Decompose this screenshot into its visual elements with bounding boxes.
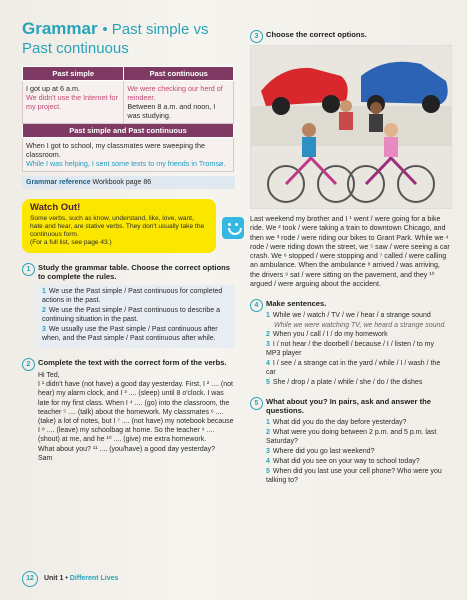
exercise-title: Study the grammar table. Choose the correct options to complete the rules. xyxy=(38,263,230,281)
grammar-title-topic: • Past simple vs Past continuous xyxy=(22,21,209,57)
left-column xyxy=(22,20,234,463)
exercise-number: 2 xyxy=(22,358,35,371)
exercise-5-items xyxy=(266,418,450,485)
letter-question: What about you? ¹¹ .... (you/have) a good day yesterday? xyxy=(38,445,216,453)
cell-combined xyxy=(23,138,234,172)
section-heading: Past simple and Past continuous xyxy=(23,124,234,138)
right-column xyxy=(250,30,450,486)
letter-text xyxy=(38,371,234,463)
pc-example-2: Between 8 a.m. and noon, I was studying. xyxy=(127,102,216,120)
list-item: 3 Where did you go last weekend? xyxy=(266,448,375,456)
exercise-3 xyxy=(250,30,450,39)
letter-greeting: Hi Ted, xyxy=(38,372,60,379)
ps-example-2: We didn't use the Internet for my project. xyxy=(26,93,118,111)
ref-label: Grammar reference xyxy=(26,179,91,186)
exercise-title: What about you? In pairs, ask and answer the questions. xyxy=(266,397,431,416)
letter-body: I ¹ didn't have (not have) a good day yesterday. First, I ² .... (not hear) my alarm clock, and I ³ .... (sleep) until 8 o'clock. I was late for my first class. When I ⁴ .... (go) into the classroom, the teacher ⁵ .... (talk) about the homework. My classmates ⁶ .... (take) a lot of notes, but I ⁷ .... (not have) my notebook because I ⁸ .... (leave) my schoolbag at home. So the teacher ⁹ .... (shout) at me, and he ¹⁰ .... (give) me extra homework. xyxy=(38,381,234,444)
grammar-reference xyxy=(22,176,235,189)
car-crash-illustration xyxy=(251,46,451,208)
page-footer xyxy=(22,571,118,587)
list-item: 2 When you / call / I / do my homework xyxy=(266,331,388,339)
combo-example-2: While I was helping, I sent some texts to my friends in Tromsø. xyxy=(26,159,226,168)
watch-out-box xyxy=(22,199,216,253)
ref-page: Workbook page 86 xyxy=(92,179,152,186)
exercise-title: Complete the text with the correct form of the verbs. xyxy=(38,358,227,367)
col-past-simple: Past simple xyxy=(23,67,124,81)
exercise-5 xyxy=(250,397,450,485)
grammar-title-bold: Grammar xyxy=(22,19,98,38)
rule-item: 1 We use the Past simple / Past continuous for completed actions in the past. xyxy=(42,288,223,304)
exercise-number: 3 xyxy=(250,30,263,43)
watch-out-note: (For a full list, see page 43.) xyxy=(30,239,112,246)
exercise-number: 4 xyxy=(250,299,263,312)
exercise-number: 1 xyxy=(22,263,35,276)
exercise-title: Choose the correct options. xyxy=(266,30,367,39)
rule-item: 3 We usually use the Past simple / Past continuous after when, and the Past simple / Past continuous after while. xyxy=(42,326,218,342)
unit-label: Unit 1 • Different Lives xyxy=(43,575,119,582)
combo-example-1: When I got to school, my classmates were sweeping the classroom. xyxy=(26,141,205,159)
list-item: 4 What did you see on your way to school today? xyxy=(266,458,420,466)
exercise-number: 5 xyxy=(250,397,263,410)
list-item: 5 When did you last use your cell phone? Who were you talking to? xyxy=(266,468,442,485)
watch-out-text: Some verbs, such as know, understand, like, love, want, hate and hear, are stative verbs. They don't usually take the continuous form. xyxy=(30,215,205,238)
cell-past-simple xyxy=(23,81,124,124)
exercise-3-text: Last weekend my brother and I ¹ went / were going for a bike ride. We ² took / were taking a train to downtown Chicago, and then we ³ rode / were riding our bikes to Grant Park. While we ⁴ rode / were riding down the street, we ⁵ saw / were seeing a car crash. We ⁶ stopped / were stopping and ⁷ called / were calling an ambulance. When the ambulance ⁸ arrived / was arriving, the drivers ⁹ sat / were sitting on the pavement, and they ¹⁰ argued / were arguing about the accident. xyxy=(250,215,450,289)
rule-item: 2 We use the Past simple / Past continuous to describe a continuing situation in the past. xyxy=(42,307,220,323)
list-item: 5 She / drop / a plate / while / she / do / the dishes xyxy=(266,379,423,387)
grammar-table xyxy=(22,66,234,172)
exercise-4 xyxy=(250,299,450,387)
letter-signoff: Sam xyxy=(38,454,53,462)
exercise-2 xyxy=(22,358,234,463)
smiley-icon xyxy=(222,217,244,239)
page-number: 12 xyxy=(22,571,38,587)
exercise-1 xyxy=(22,263,234,348)
watch-out-heading: Watch Out! xyxy=(30,202,81,213)
sample-answer: While we were watching TV, we heard a strange sound. xyxy=(274,322,447,330)
illustration-car-crash xyxy=(250,45,452,209)
col-past-continuous: Past continuous xyxy=(124,67,234,81)
cell-past-continuous xyxy=(124,81,234,124)
ps-example-1: I got up at 6 a.m. xyxy=(26,84,80,93)
list-item: 1 While we / watch / TV / we / hear / a strange sound xyxy=(266,312,431,320)
pc-example-1: We were checking our herd of reindeer. xyxy=(127,84,223,102)
exercise-title: Make sentences. xyxy=(266,299,327,309)
grammar-title xyxy=(22,20,234,58)
rules-box xyxy=(38,285,234,348)
list-item: 1 What did you do the day before yesterday? xyxy=(266,419,407,427)
list-item: 4 I / see / a strange cat in the yard / while / I / wash / the car xyxy=(266,360,441,377)
list-item: 2 What were you doing between 2 p.m. and 5 p.m. last Saturday? xyxy=(266,429,437,446)
exercise-4-items xyxy=(266,311,450,387)
list-item: 3 I / not hear / the doorbell / because / I / listen / to my MP3 player xyxy=(266,341,434,358)
